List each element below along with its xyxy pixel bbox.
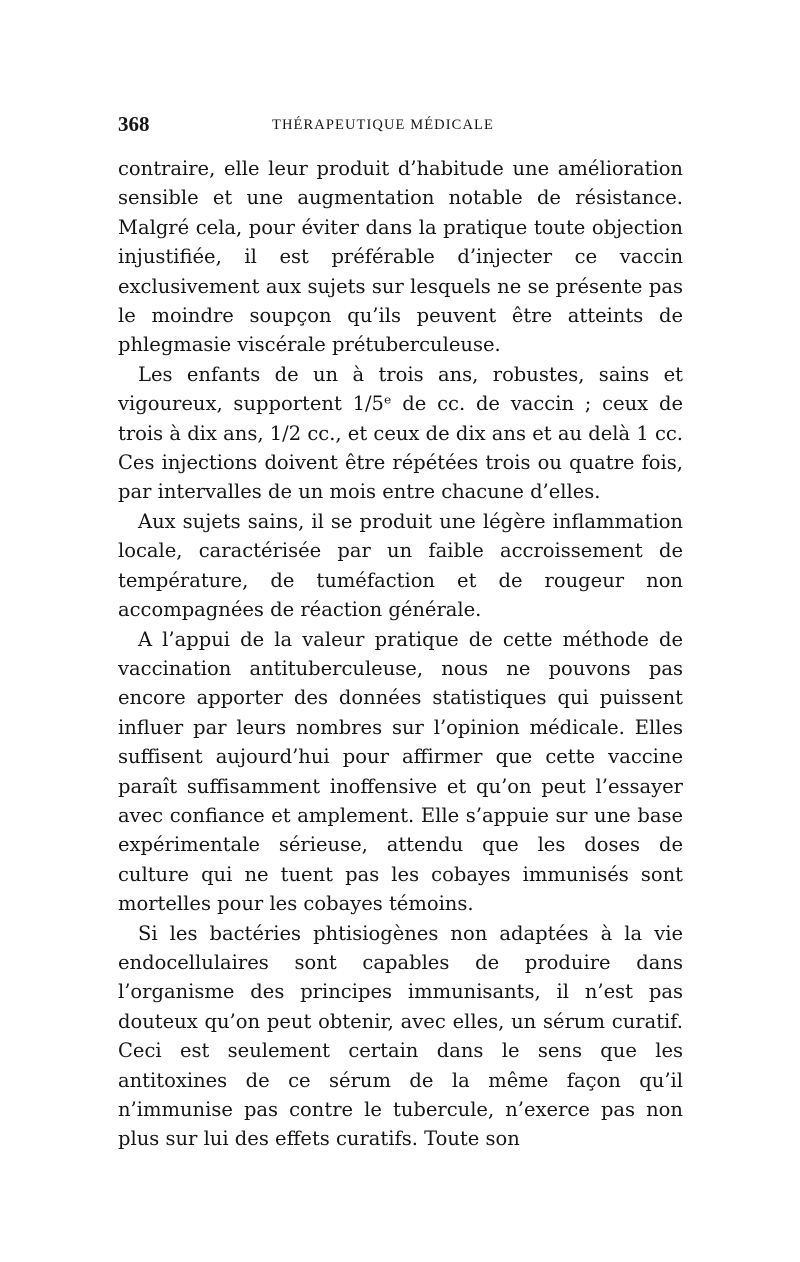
paragraph-curative-serum: Si les bactéries phtisiogènes non adaptées à la vie endocellulaires sont capables de produire dans l’organisme des principes immunisants, il n’est pas douteux qu’on peut obtenir, avec elles, un sérum curatif. Ceci est seulement certain dans le sens que les antitoxines de ce sérum de la même façon qu’il n’immunise pas contre le tubercule, n’exerce pas non plus sur lui des effets curatifs. Toute son: [118, 921, 683, 1151]
body-text: [118, 154, 683, 1154]
paragraph-vaccine-dosage: Les enfants de un à trois ans, robustes, sains et vigoureux, supportent 1/5ᵉ de cc. de vaccin ; ceux de trois à dix ans, 1/2 cc., et ceux de dix ans et au delà 1 cc. Ces injections doivent être répétées trois ou quatre fois, par intervalles de un mois entre chacune d’elles.: [118, 362, 683, 504]
paragraph-local-reaction: Aux sujets sains, il se produit une légère inflammation locale, caractérisée par un faible accroissement de température, de tuméfaction et de rougeur non accompagnées de réaction générale.: [118, 509, 683, 622]
running-title: THÉRAPEUTIQUE MÉDICALE: [272, 117, 494, 133]
paragraph-practical-value: A l’appui de la valeur pratique de cette méthode de vaccination antituberculeuse, nous ne pouvons pas encore apporter des données statistiques qui puissent influer par leurs nombres sur l’opinion médicale. Elles suffisent aujourd’hui pour affirmer que cette vaccine paraît suffisamment inoffensive et qu’on peut l’essayer avec confiance et amplement. Elle s’appuie sur une base expérimentale sérieuse, attendu que les doses de culture qui ne tuent pas les cobayes immunisés sont mortelles pour les cobayes témoins.: [118, 627, 683, 916]
paragraph-continued: contraire, elle leur produit d’habitude une amélioration sensible et une augmentation notable de résistance. Malgré cela, pour éviter dans la pratique toute objection injustifiée, il est préférable d’injecter ce vaccin exclusivement aux sujets sur lesquels ne se présente pas le moindre soupçon qu’ils peuvent être atteints de phlegmasie viscérale prétuberculeuse.: [118, 157, 683, 357]
running-header: [118, 112, 683, 146]
page-number: 368: [118, 112, 150, 136]
book-page: [118, 112, 683, 1154]
